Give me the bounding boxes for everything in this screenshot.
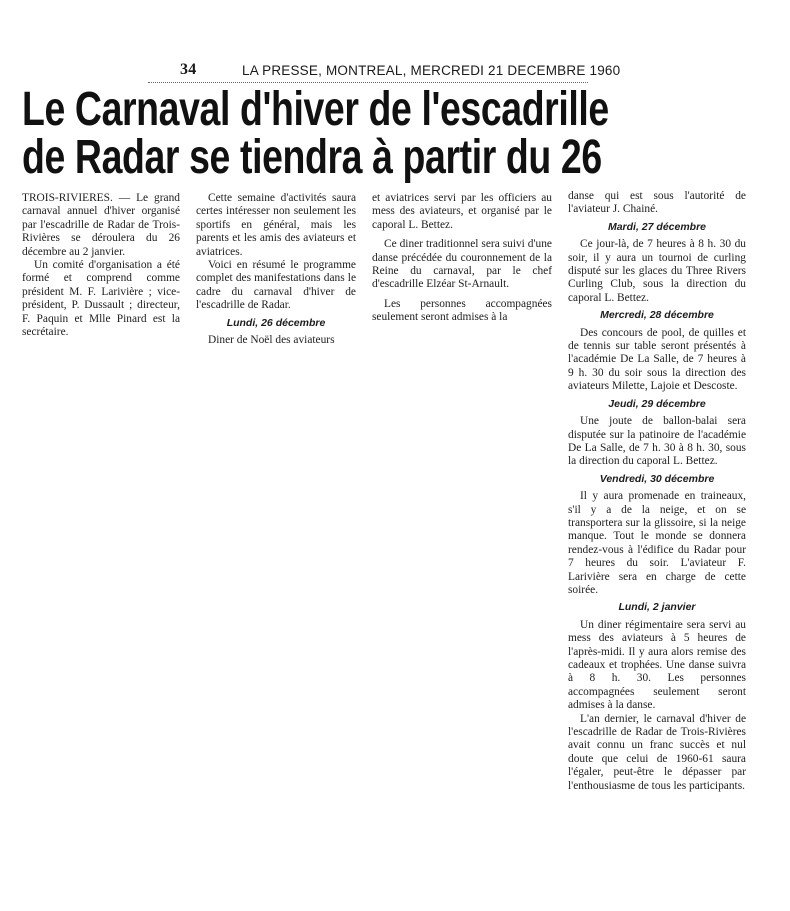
headline-line-2: de Radar se tiendra à partir du 26 (22, 131, 602, 184)
paragraph: Ce diner traditionnel sera suivi d'une danse précédée du couronnement de la Reine du carnaval, par le chef d'escadrille Elzéar St-Arnault. (372, 238, 552, 291)
paragraph: Diner de Noël des aviateurs (208, 334, 335, 347)
paragraph: Cette semaine d'activités saura certes intéresser non seulement les sportifs en général, mais les parents et les amis des aviateurs et aviatrices. (196, 192, 356, 258)
paragraph: L'an dernier, le carnaval d'hiver de l'escadrille de Radar de Trois-Rivières avait connu un franc succès et nul doute que celui de 1960-61 saura l'égaler, peut-être le dépasser par l'enthousiasme de tous les participants. (568, 712, 746, 792)
schedule-day-heading: Lundi, 26 décembre (226, 316, 326, 329)
paragraph: Une joute de ballon-balai sera disputée sur la patinoire de l'académie De La Salle, de 7 h. 30 à 8 h. 30, sous la direction du caporal L. Bettez. (568, 415, 746, 468)
schedule-day-heading: Vendredi, 30 décembre (599, 472, 715, 485)
article-column-2 (196, 192, 356, 347)
paragraph: Des concours de pool, de quilles et de tennis sur table seront présentés à l'académie De La Salle, de 7 heures à 9 h. 30 du soir sous la direction des aviateurs Milette, Lajoie et Descoste. (568, 326, 746, 393)
paragraph: danse qui est sous l'autorité de l'aviateur J. Chainé. (568, 190, 746, 216)
page-folio (148, 60, 621, 83)
article-column-1 (22, 192, 180, 339)
paragraph: Il y aura promenade en traineaux, s'il y a de la neige, et on se transportera sur la glissoire, si la neige manque. Tout le monde se donnera rendez-vous à l'édifice du Radar pour 7 heures du soir. L'aviateur F. Larivière sera en charge de cette soirée. (568, 490, 746, 596)
headline-line-1: Le Carnaval d'hiver de l'escadrille (22, 83, 609, 136)
paragraph: Voici en résumé le programme complet des manifestations dans le cadre du carnaval d'hiver de l'escadrille de Radar. (196, 259, 356, 312)
schedule-day-heading: Lundi, 2 janvier (618, 601, 696, 614)
schedule-day-heading: Jeudi, 29 décembre (608, 397, 706, 410)
article-column-4 (568, 190, 746, 793)
paragraph: Un diner régimentaire sera servi au mess des aviateurs à 5 heures de l'après-midi. Il y aura alors remise des cadeaux et trophées. Une danse suivra à 8 h. 30. Les personnes accompagnées seulement seront admises à la danse. (568, 618, 746, 712)
schedule-day-heading: Mercredi, 28 décembre (600, 309, 714, 322)
paragraph: Ce jour-là, de 7 heures à 8 h. 30 du soir, il y aura un tournoi de curling disputé sur les glaces du Three Rivers Curling Club, sous la direction du caporal L. Bettez. (568, 238, 746, 304)
publication-line: LA PRESSE, MONTREAL, MERCREDI 21 DECEMBRE 1960 (242, 63, 621, 78)
paragraph: Les personnes accompagnées seulement seront admises à la (372, 297, 552, 324)
page-number: 34 (180, 61, 197, 78)
headline (22, 83, 615, 184)
paragraph: et aviatrices servi par les officiers au mess des aviateurs, et organisé par le caporal L. Bettez. (372, 192, 552, 231)
paragraph: Un comité d'organisation a été formé et comprend comme président M. F. Larivière ; vice-président, P. Dussault ; directeur, F. Paquin et Mlle Pinard est la secrétaire. (22, 259, 180, 339)
paragraph: TROIS-RIVIERES. — Le grand carnaval annuel d'hiver organisé par l'escadrille de Radar de Trois-Rivières se déroulera du 26 décembre au 2 janvier. (22, 192, 180, 258)
article-column-3 (372, 192, 552, 325)
schedule-day-heading: Mardi, 27 décembre (607, 220, 707, 233)
